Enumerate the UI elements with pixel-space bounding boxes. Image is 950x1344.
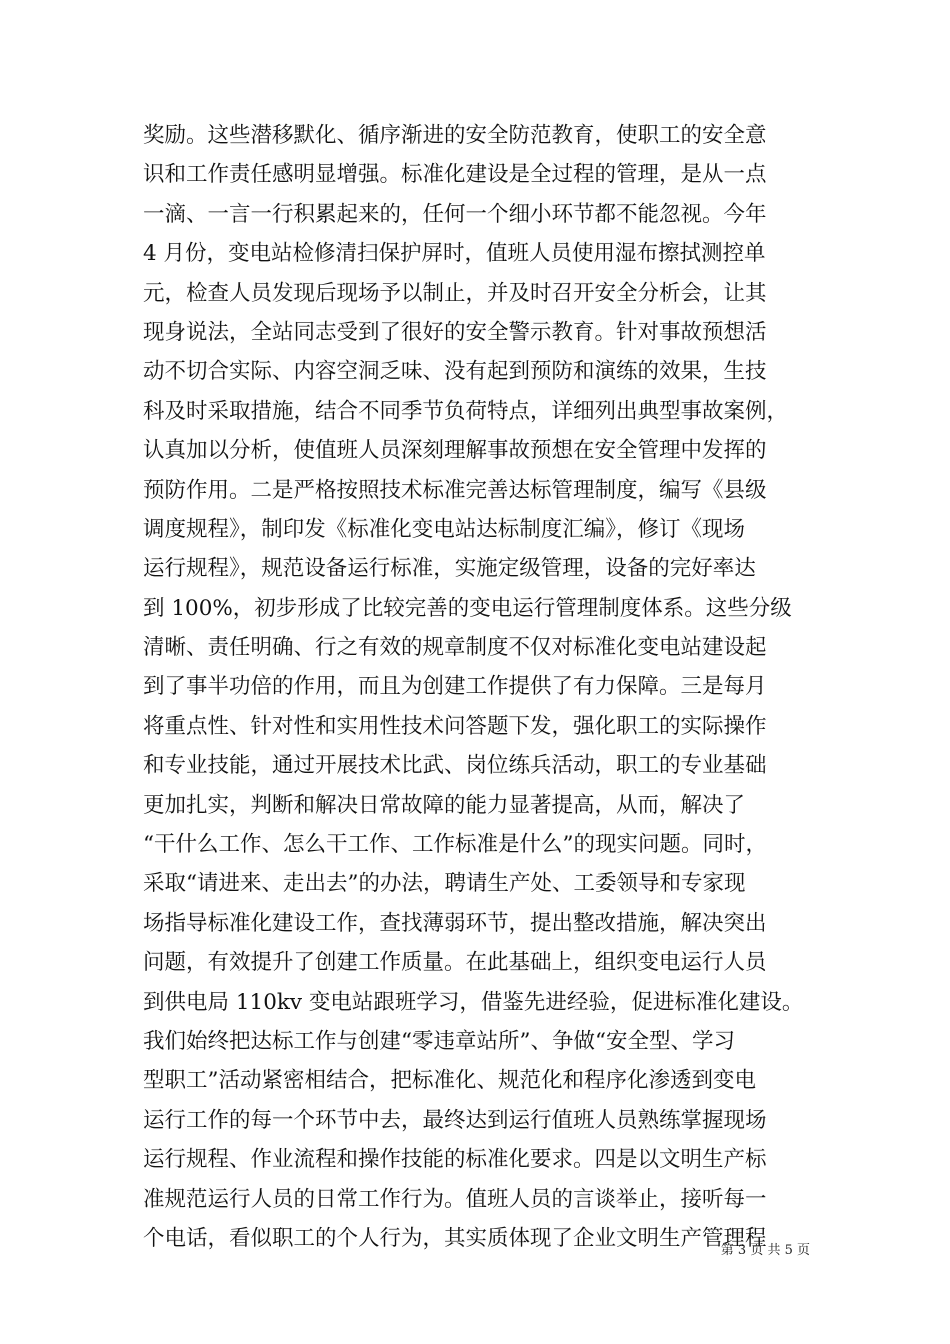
text-line: 现身说法，全站同志受到了很好的安全警示教育。针对事故预想活: [143, 319, 767, 345]
text-line: 调度规程》，制印发《标准化变电站达标制度汇编》，修订《现场: [143, 516, 746, 542]
text-line: 场指导标准化建设工作，查找薄弱环节，提出整改措施，解决突出: [143, 910, 767, 936]
text-line: 和专业技能，通过开展技术比武、岗位练兵活动，职工的专业基础: [143, 753, 767, 779]
text-line: 准规范运行人员的日常工作行为。值班人员的言谈举止，接听每一: [143, 1186, 767, 1212]
text-line: 运行工作的每一个环节中去，最终达到运行值班人员熟练掌握现场: [143, 1107, 767, 1133]
page-number-footer: 第 3 页 共 5 页: [720, 1243, 810, 1258]
text-line: 我们始终把达标工作与创建“零违章站所”、争做“安全型、学习: [143, 1028, 735, 1054]
text-line: 4 月份，变电站检修清扫保护屏时，值班人员使用湿布擦拭测控单: [143, 241, 766, 267]
text-line: 认真加以分析，使值班人员深刻理解事故预想在安全管理中发挥的: [143, 438, 767, 464]
text-line: 运行规程》，规范设备运行标准，实施定级管理，设备的完好率达: [143, 556, 756, 582]
text-line: 到 100%，初步形成了比较完善的变电运行管理制度体系。这些分级: [143, 595, 792, 621]
text-line: 到供电局 110kv 变电站跟班学习，借鉴先进经验，促进标准化建设。: [143, 989, 804, 1015]
text-line: 清晰、责任明确、行之有效的规章制度不仅对标准化变电站建设起: [143, 635, 767, 661]
text-line: 运行规程、作业流程和操作技能的标准化要求。四是以文明生产标: [143, 1147, 767, 1173]
text-line: 元，检查人员发现后现场予以制止，并及时召开安全分析会，让其: [143, 280, 767, 306]
text-line: 动不切合实际、内容空洞乏味、没有起到预防和演练的效果，生技: [143, 359, 767, 385]
text-line: “干什么工作、怎么干工作、工作标准是什么”的现实问题。同时，: [143, 832, 767, 858]
text-line: 奖励。这些潜移默化、循序渐进的安全防范教育，使职工的安全意: [143, 123, 767, 148]
body-text: [143, 116, 823, 1258]
text-line: 到了事半功倍的作用，而且为创建工作提供了有力保障。三是每月: [143, 674, 767, 700]
text-line: 采取“请进来、走出去”的办法，聘请生产处、工委领导和专家现: [143, 871, 746, 897]
text-line: 个电话，看似职工的个人行为，其实质体现了企业文明生产管理程: [143, 1225, 767, 1251]
text-line: 预防作用。二是严格按照技术标准完善达标管理制度，编写《县级: [143, 477, 767, 503]
text-line: 一滴、一言一行积累起来的，任何一个细小环节都不能忽视。今年: [143, 201, 767, 227]
text-line: 将重点性、针对性和实用性技术问答题下发，强化职工的实际操作: [143, 713, 767, 739]
text-line: 更加扎实，判断和解决日常故障的能力显著提高，从而，解决了: [143, 792, 746, 818]
text-line: 问题，有效提升了创建工作质量。在此基础上，组织变电运行人员: [143, 950, 767, 976]
text-line: 识和工作责任感明显增强。标准化建设是全过程的管理，是从一点: [143, 162, 767, 188]
text-line: 型职工”活动紧密相结合，把标准化、规范化和程序化渗透到变电: [143, 1068, 756, 1094]
text-line: 科及时采取措施，结合不同季节负荷特点，详细列出典型事故案例，: [143, 398, 789, 424]
